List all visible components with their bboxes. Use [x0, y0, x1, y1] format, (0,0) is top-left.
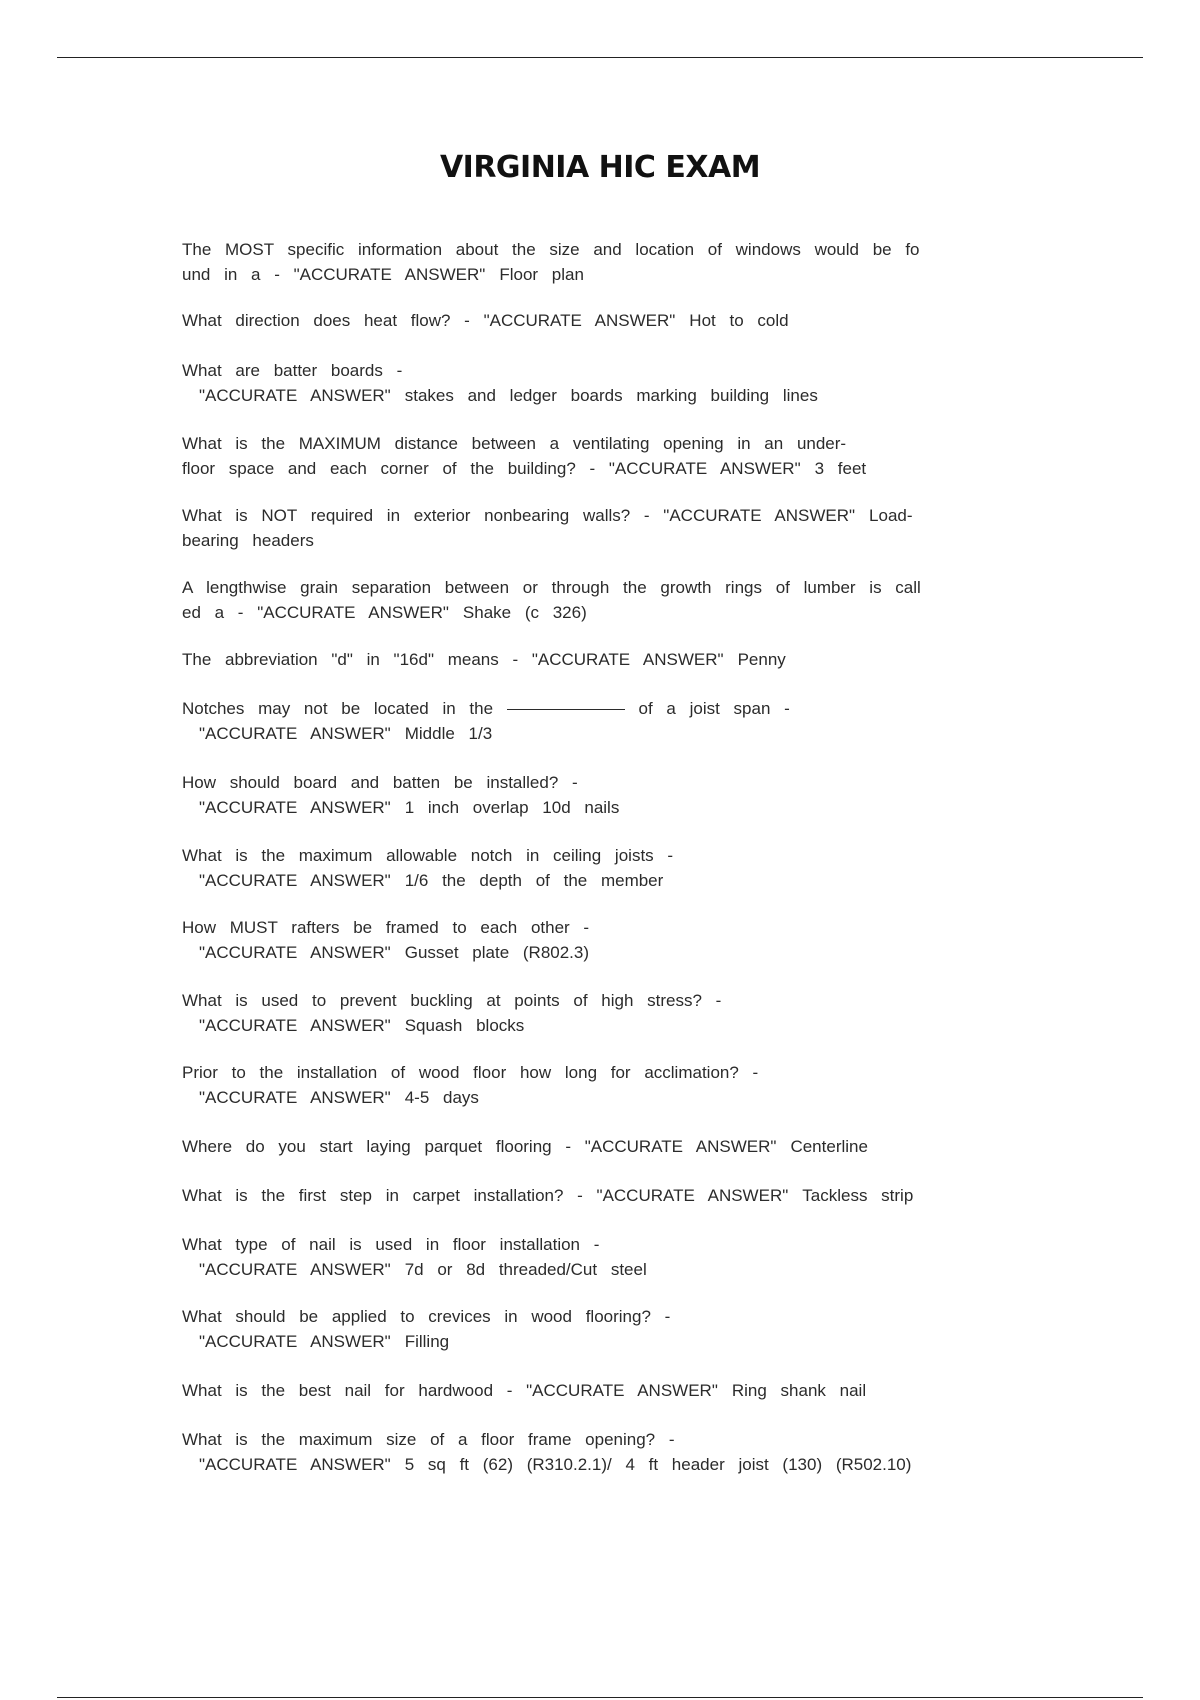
answer-line — [182, 796, 619, 821]
answer-line — [182, 1135, 868, 1160]
question-text: What direction does heat flow? - "ACCURATE ANSWER" — [182, 311, 676, 330]
answer-text: 5 sq ft (62) (R310.2.1)/ 4 ft header joist (130) (R502.10) — [404, 1454, 912, 1474]
answer-text: 7d or 8d threaded/Cut steel — [404, 1259, 647, 1279]
qa-item-joist-notches — [182, 697, 790, 746]
answer-text: Floor plan — [499, 264, 584, 284]
question-text: "ACCURATE ANSWER" — [199, 797, 391, 817]
answer-line — [182, 941, 589, 966]
answer-text: Shake (c 326) — [462, 602, 587, 622]
answer-line — [182, 1086, 758, 1111]
header-rule — [57, 57, 1143, 58]
question-text: "ACCURATE ANSWER" — [199, 870, 391, 890]
question-text: What is NOT required in exterior nonbearing walls? - "ACCURATE ANSWER" — [182, 506, 856, 525]
question-line: What is the MAXIMUM distance between a ventilating opening in an under- — [182, 434, 847, 453]
qa-item-acclimation — [182, 1061, 758, 1110]
document-title: VIRGINIA HIC EXAM — [439, 150, 761, 185]
question-line: A lengthwise grain separation between or through the growth rings of lumber is call — [182, 578, 921, 597]
question-text: "ACCURATE ANSWER" — [199, 942, 391, 962]
qa-item-crevices — [182, 1305, 670, 1354]
qa-item-parquet-flooring — [182, 1135, 868, 1160]
question-text: ed a - "ACCURATE ANSWER" — [182, 602, 449, 622]
answer-line — [182, 869, 673, 894]
answer-line — [182, 263, 920, 288]
qa-item-ceiling-joist-notch — [182, 844, 673, 893]
answer-line — [182, 309, 789, 334]
qa-item-floor-nail-type — [182, 1233, 647, 1282]
qa-item-grain-separation — [182, 576, 921, 625]
answer-text: 3 feet — [814, 458, 867, 478]
answer-line — [182, 601, 921, 626]
question-text: "ACCURATE ANSWER" — [199, 385, 391, 405]
answer-line — [182, 504, 913, 529]
qa-item-board-and-batten — [182, 771, 619, 820]
question-text: of a joist span - — [638, 699, 790, 718]
qa-item-rafter-framing — [182, 916, 589, 965]
answer-line — [182, 1379, 866, 1404]
answer-line — [182, 1258, 647, 1283]
answer-line — [182, 722, 790, 747]
footer-rule — [57, 1697, 1143, 1698]
answer-text: Centerline — [790, 1137, 868, 1156]
question-text: "ACCURATE ANSWER" — [199, 723, 391, 743]
question-text: floor space and each corner of the building? - "ACCURATE ANSWER" — [182, 458, 801, 478]
qa-item-hardwood-nail — [182, 1379, 866, 1404]
question-line: What is used to prevent buckling at points of high stress? - — [182, 991, 722, 1010]
answer-text: Filling — [404, 1331, 450, 1351]
qa-item-carpet-installation — [182, 1184, 913, 1209]
question-line: What type of nail is used in floor installation - — [182, 1235, 600, 1254]
question-line: What is the maximum size of a floor frame opening? - — [182, 1430, 675, 1449]
answer-continuation: bearing headers — [182, 530, 314, 550]
question-text: "ACCURATE ANSWER" — [199, 1087, 391, 1107]
answer-line — [182, 648, 786, 673]
question-text: und in a - "ACCURATE ANSWER" — [182, 264, 486, 284]
question-line: What are batter boards - — [182, 361, 403, 380]
answer-text: Middle 1/3 — [404, 723, 493, 743]
question-line: What should be applied to crevices in wood flooring? - — [182, 1307, 671, 1326]
answer-text: Load- — [869, 506, 913, 525]
qa-item-heat-flow — [182, 309, 789, 334]
question-text: Where do you start laying parquet flooring - "ACCURATE ANSWER" — [182, 1137, 777, 1156]
question-text: Notches may not be located in the — [182, 699, 494, 718]
answer-line — [182, 1330, 670, 1355]
question-text: What is the first step in carpet installation? - "ACCURATE ANSWER" — [182, 1186, 789, 1205]
question-line: How MUST rafters be framed to each other - — [182, 918, 590, 937]
question-text: The abbreviation "d" in "16d" means - "ACCURATE ANSWER" — [182, 650, 724, 669]
answer-line — [182, 1014, 721, 1039]
question-text: "ACCURATE ANSWER" — [199, 1259, 391, 1279]
answer-line — [182, 1453, 911, 1478]
answer-text: 1/6 the depth of the member — [404, 870, 664, 890]
question-line: How should board and batten be installed? - — [182, 773, 578, 792]
qa-item-nonbearing-walls — [182, 504, 913, 553]
qa-item-16d-abbreviation — [182, 648, 786, 673]
answer-text: Gusset plate (R802.3) — [404, 942, 590, 962]
answer-text: 4-5 days — [404, 1087, 479, 1107]
answer-text: 1 inch overlap 10d nails — [404, 797, 620, 817]
answer-text: Hot to cold — [689, 311, 789, 330]
answer-line — [182, 384, 818, 409]
answer-line — [182, 1184, 913, 1209]
answer-text: Tackless strip — [802, 1186, 914, 1205]
question-line: The MOST specific information about the size and location of windows would be fo — [182, 240, 920, 259]
qa-item-floor-frame-opening — [182, 1428, 911, 1477]
question-text: What is the best nail for hardwood - "ACCURATE ANSWER" — [182, 1381, 718, 1400]
answer-line — [182, 457, 866, 482]
answer-text: Penny — [737, 650, 786, 669]
qa-item-buckling — [182, 989, 721, 1038]
question-line — [182, 697, 790, 722]
question-text: "ACCURATE ANSWER" — [199, 1015, 391, 1035]
question-line: What is the maximum allowable notch in ceiling joists - — [182, 846, 674, 865]
answer-text: stakes and ledger boards marking building lines — [404, 385, 818, 405]
qa-item-window-info — [182, 238, 920, 287]
question-line: Prior to the installation of wood floor how long for acclimation? - — [182, 1063, 759, 1082]
qa-item-batter-boards — [182, 359, 818, 408]
answer-text: Squash blocks — [404, 1015, 525, 1035]
fill-in-blank — [507, 709, 625, 710]
qa-item-ventilating-opening — [182, 432, 866, 481]
question-text: "ACCURATE ANSWER" — [199, 1331, 391, 1351]
question-text: "ACCURATE ANSWER" — [199, 1454, 391, 1474]
answer-text: Ring shank nail — [731, 1381, 867, 1400]
